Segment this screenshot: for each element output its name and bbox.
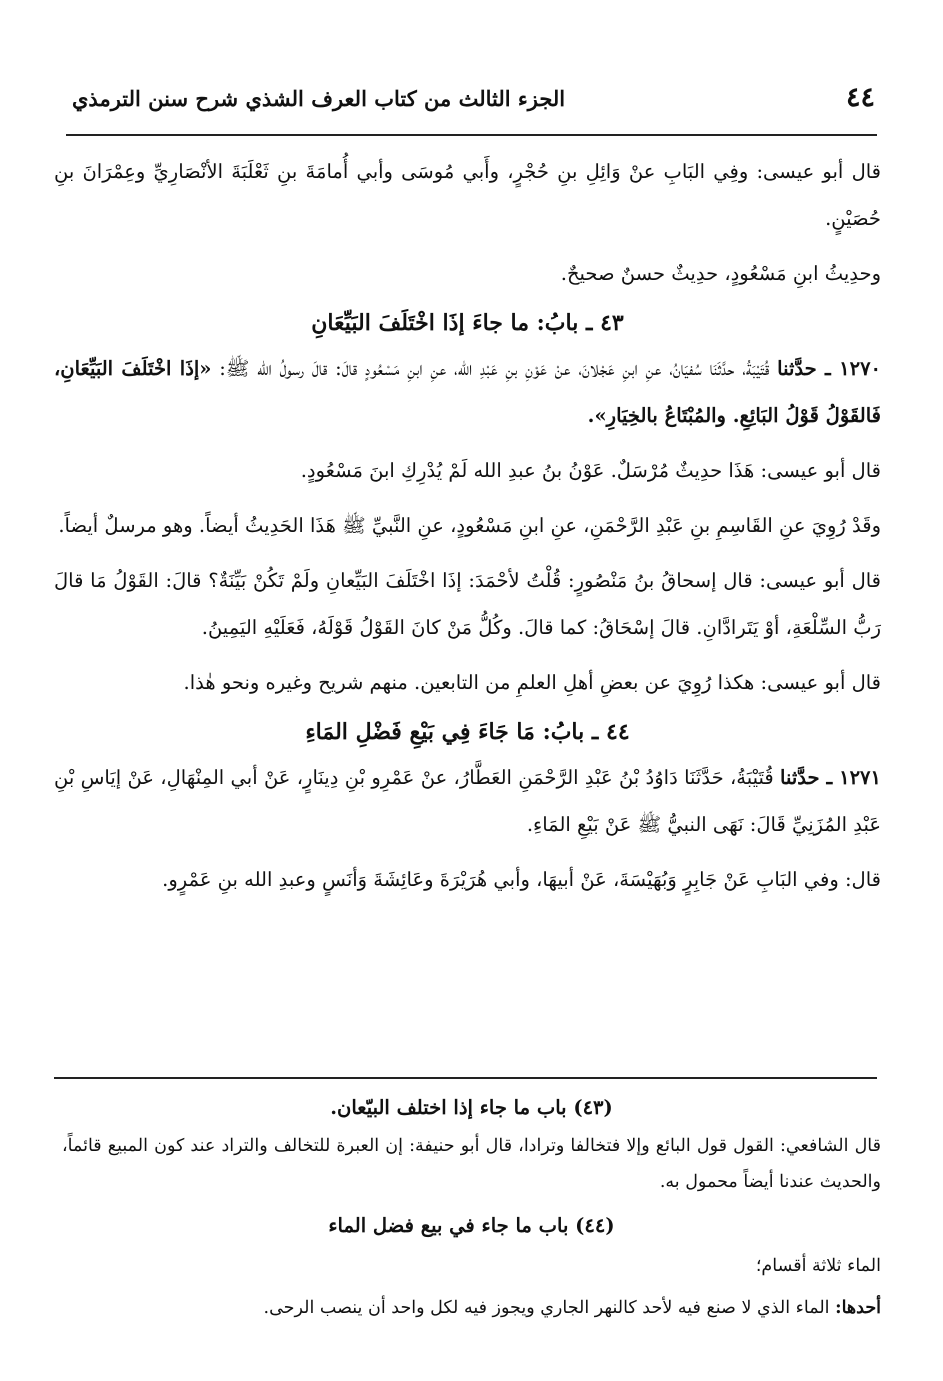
paragraph-2: وحدِيثُ ابنِ مَسْعُودٍ، حدِيثٌ حسنٌ صحيحٌ. [560, 262, 881, 285]
hadith-1271 [54, 754, 881, 848]
footnote-43-text: قال الشافعي: القول قول البائع وإلا فتخالفا وترادا، قال أبو حنيفة: إن العبرة للتخالف والتراد عند كون المبيع قائماً، والحديث عندنا أيضاً محمول به. [62, 1136, 881, 1192]
paragraph-7: قال: وفي البَابِ عَنْ جَابِرٍ وَبُهَيْسَةَ، عَنْ أبيهَا، وأبي هُرَيْرَةَ وعَائِشَةَ وَأنَسٍ وعبدِ الله بنِ عَمْرٍو. [162, 868, 881, 891]
footnote-44-intro: الماء ثلاثة أقسام؛ [755, 1256, 881, 1276]
paragraph-6: قال أبو عيسى: هكذا رُوِيَ عن بعضِ أهلِ العلمِ من التابعين. منهم شريح وغيره ونحو هٰذا. [183, 671, 881, 694]
hadith-1270-number: ١٢٧٠ ـ حدَّثنا [777, 357, 882, 380]
header-rule [66, 134, 877, 136]
page-number: ٤٤ [845, 82, 875, 113]
running-head [72, 82, 875, 118]
chapter-44-title: ٤٤ ـ بابُ: مَا جَاءَ فِي بَيْعِ فَضْلِ المَاءِ [305, 719, 630, 745]
paragraph-1: قال أبو عيسى: وفِي البَابِ عنْ وَائِلِ بنِ حُجْرٍ، وأَبي مُوسَى وأبي أُمامَةَ بنِ ثَعْلَبَةَ الأنْصَارِيِّ وعِمْرَانَ بنِ حُصَيْنٍ. [54, 160, 881, 230]
footnotes [62, 1088, 881, 1332]
hadith-1270-isnad: قُتَيْبَةُ، حدَّثَنَا سُفيَانُ، عنِ ابنِ عَجْلانَ، عنْ عَوْنِ بنِ عَبْدِ الله، عنِ ابنِ مَسْعُودٍ قالَ: قالَ رسولُ الله ﷺ: [219, 357, 770, 380]
footnote-44-item-1-text: الماء الذي لا صنع فيه لأحد كالنهر الجاري ويجوز فيه لكل واحد أن ينصب الرحى. [263, 1298, 830, 1318]
footnote-43-heading: (٤٣) باب ما جاء إذا اختلف البيّعان. [330, 1096, 613, 1119]
footnote-44-heading: (٤٤) باب ما جاء في بيع فضل الماء [328, 1214, 615, 1237]
hadith-1270-matn: «إذَا اخْتَلَفَ البَيِّعَانِ، فَالقَوْلُ قَوْلُ البَائِعِ. والمُبْتَاعُ بالخِيَارِ». [54, 357, 881, 427]
footnote-44-item-1-label: أحدها: [835, 1298, 881, 1318]
hadith-1270 [54, 345, 881, 439]
footnote-rule [54, 1077, 877, 1079]
paragraph-3: قال أبو عيسى: هَذَا حدِيثٌ مُرْسَلٌ. عَوْنُ بنُ عبدِ الله لَمْ يُدْرِكِ ابنَ مَسْعُودٍ. [300, 459, 881, 482]
running-title: الجزء الثالث من كتاب العرف الشذي شرح سنن الترمذي [72, 86, 566, 111]
footnote-44-item-1 [62, 1290, 881, 1326]
paragraph-5: قال أبو عيسى: قال إسحاقُ بنُ مَنْصُورٍ: قُلْتُ لأحْمَدَ: إذَا اخْتَلَفَ البَيِّعانِ ولَمْ تَكُنْ بَيِّنَةٌ؟ قالَ: القَوْلُ مَا قالَ رَبُّ السِّلْعَةِ، أوْ يَتَرادَّانِ. قالَ إسْحَاقُ: كما قالَ. وكُلُّ مَنْ كانَ القَوْلُ قَوْلَهُ، فَعَلَيْهِ اليَمِينُ. [54, 569, 881, 639]
chapter-43-title: ٤٣ ـ بابُ: ما جاءَ إذَا اخْتَلَفَ البَيِّعَانِ [311, 310, 624, 336]
paragraph-4: وقَدْ رُوِيَ عنِ القَاسِمِ بنِ عَبْدِ الرَّحْمَنِ، عنِ ابنِ مَسْعُودٍ، عنِ النَّبيِّ ﷺ هَذَا الحَدِيثُ أيضاً. وهو مرسلٌ أيضاً. [58, 514, 881, 537]
hadith-1271-number: ١٢٧١ ـ حدَّثنا [780, 766, 881, 789]
hadith-1271-text: قُتَيْبَةُ، حَدَّثَنَا دَاوُدُ بْنُ عَبْدِ الرَّحْمَنِ العَطَّارُ، عنْ عَمْرِو بْنِ دِينَارٍ، عَنْ أبي المِنْهَالِ، عَنْ إيَاسِ بْنِ عَبْدِ المُزَنِيِّ قَالَ: نَهَى النبيُّ ﷺ عَنْ بَيْعِ المَاءِ. [54, 766, 881, 836]
main-text [54, 148, 881, 911]
